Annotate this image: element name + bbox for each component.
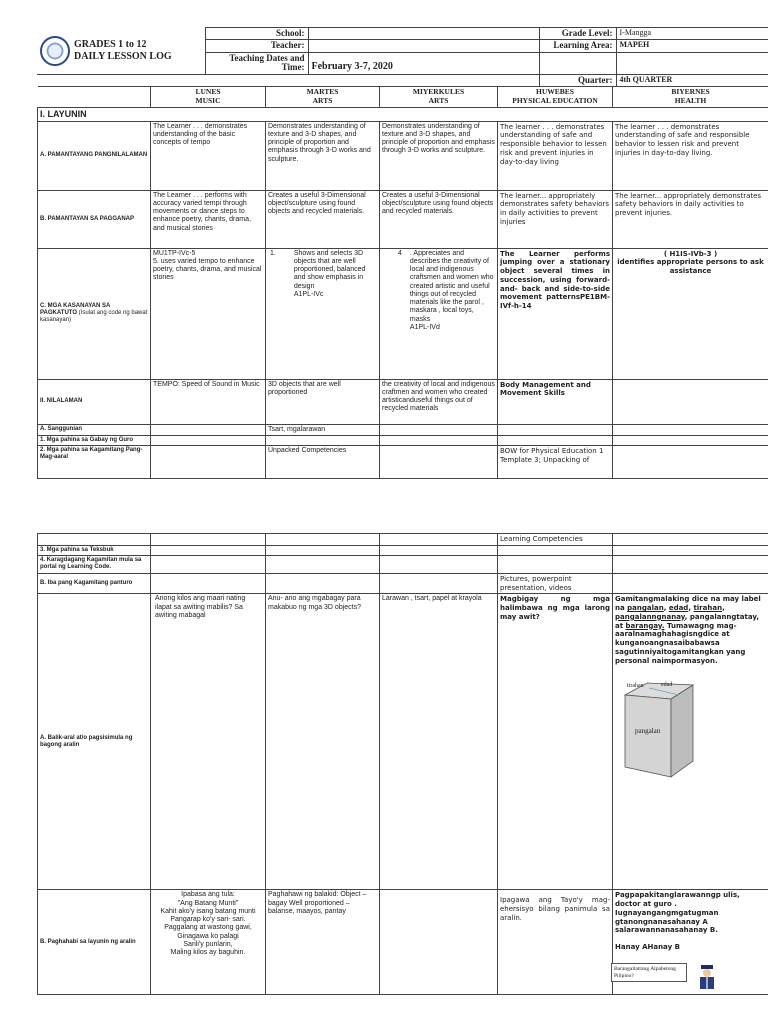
school-label: School:	[205, 28, 308, 40]
row-label-kagamitang: 2. Mga pahina sa Kagamitang Pang-Mag-aaral	[38, 445, 151, 478]
note-box: Barangaltatrang Alpabetong Pilipino?	[611, 963, 687, 982]
paghahabi-mon: Ipabasa ang tula: "Ang Batang Munti" Kahit ako'y isang batang munti Pangarap ko'y sari- sari. Paggalang at wastong gawi, Ginagawa ko palagi Sarili'y punlarin, Maling kilos ay baguhin.	[151, 890, 266, 995]
balik-tue: Anu- ano ang mgabagay para makabuo ng mga 3D objects?	[266, 594, 380, 890]
kasanayan-wed: 4 . Appreciates and describes the creativity of local and indigenous craftsmen and women who created artistic and useful things out of recycled materials like the parol , maskara , local toys, masks A1PL-IVd	[380, 248, 498, 379]
pagganap-mon: The Learner . . . performs with accuracy varied tempi through movements or dance steps to enhance poetry, chants, drama, and musical stories	[151, 190, 266, 248]
balik-mon: Anong kilos ang maari nating ilapat sa awiting mabilis? Sa awiting mabagal	[151, 594, 266, 890]
row-label-iba: B. Iba pang Kagamitang panturo	[38, 573, 151, 594]
cube-label-edad: edad	[661, 682, 673, 689]
kagamitang-thu: BOW for Physical Education 1 Template 3; Unpacking of	[498, 445, 613, 478]
iba-mon	[151, 573, 266, 594]
pamantayang-mon: The Learner . . . demonstrates understanding of the basic concepts of tempo	[151, 121, 266, 190]
teacher-label: Teacher:	[205, 40, 308, 52]
day-mon: LUNES MUSIC	[151, 87, 266, 107]
row-label-pamantayang: A. PAMANTAYANG PANGNILALAMAN	[38, 121, 151, 190]
row-label-sanggunian: A. Sanggunian	[38, 424, 151, 435]
page2-top-tue	[266, 534, 380, 546]
kasanayan-mon: MU1TP-IVc-5 5. uses varied tempo to enhance poetry, chants, drama, and musical stories	[151, 248, 266, 379]
pamantayang-fri: The learner . . . demonstrates understanding of safe and responsible behavior to lessen risk and prevent injuries in day-to-day living.	[613, 121, 768, 190]
page2-top-fri	[613, 534, 768, 546]
pagganap-wed: Creates a useful 3-Dimensional object/sculpture using found objects and recycled materials.	[380, 190, 498, 248]
sanggunian-thu	[498, 424, 613, 435]
logo-cell	[37, 28, 205, 75]
teacher-value	[308, 40, 539, 52]
header-table	[37, 27, 768, 87]
cube-label-tirahan: tirahan	[627, 683, 644, 690]
nilalaman-wed: the creativity of local and indigenous craftmen and women who created artisticanduseful things out of recycled materials	[380, 379, 498, 424]
quarter-value: 4th QUARTER	[616, 74, 768, 86]
balik-fri: Gamitangmalaking dice na may label na pangalan, edad, tirahan, pangalanngnanay, pangalanngtatay, at barangay. Tumawagng mag-aaralnamaghahagisngdice at kunganoangnasaibabawsa sagutinniyaitogamitangkan yang personal naimpormasyon. tirahan edad pangalan	[613, 594, 768, 890]
day-tue: MARTES ARTS	[266, 87, 380, 107]
police-officer-icon	[697, 963, 717, 989]
dates-value: February 3-7, 2020	[308, 52, 539, 74]
sanggunian-fri	[613, 424, 768, 435]
sanggunian-wed	[380, 424, 498, 435]
kasanayan-fri: ( H1IS-IVb-3 ) identifies appropriate persons to ask assistance	[613, 248, 768, 379]
row-label-kasanayan: C. MGA KASANAYAN SA PAGKATUTO (Isulat ang code ng bawat kasanayan)	[38, 248, 151, 379]
nilalaman-thu: Body Management and Movement Skills	[498, 379, 613, 424]
grade-label: Grade Level:	[539, 28, 616, 40]
kagamitang-fri	[613, 445, 768, 478]
nilalaman-tue: 3D objects that are well proportioned	[266, 379, 380, 424]
day-thu: HUWEBES PHYSICAL EDUCATION	[498, 87, 613, 107]
grade-value: I-Mangga	[616, 28, 768, 40]
pagganap-tue: Creates a useful 3-Dimensional object/sculpture using found objects and recycled materials.	[266, 190, 380, 248]
balik-wed: Larawan , tsart, papel at krayola	[380, 594, 498, 890]
paghahabi-fri: Pagpapakitanglarawanngp ulis, doctor at guro . Iugnayangangmgatugman gtanongnanasahanay A salarawannanasahanay B. Hanay AHanay B	[613, 890, 768, 995]
iba-wed	[380, 573, 498, 594]
row-label-nilalaman: II. NILALAMAN	[38, 379, 151, 424]
kagamitang-tue: Unpacked Competencies	[266, 445, 380, 478]
dice-illustration	[619, 671, 699, 781]
cube-label-pangalan: pangalan	[635, 727, 661, 736]
lesson-log-page-2	[37, 533, 768, 993]
iba-tue	[266, 573, 380, 594]
pamantayang-thu: The learner . . . demonstrates understanding of safe and responsible behavior to lessen risk and prevent injuries in day-to-day living	[498, 121, 613, 190]
quarter-label: Quarter:	[539, 74, 616, 86]
pagganap-fri: The learner... appropriately demonstrates safety behaviors in daily activities to prevent injuries.	[613, 190, 768, 248]
lesson-table-page1	[37, 86, 768, 479]
area-label: Learning Area:	[539, 40, 616, 52]
logo-line1: GRADES 1 to 12	[74, 39, 147, 51]
row-label-balik: A. Balik-aral at/o pagsisimula ng bagong aralin	[38, 594, 151, 890]
sanggunian-mon	[151, 424, 266, 435]
page2-top-mon	[151, 534, 266, 546]
paghahabi-wed	[380, 890, 498, 995]
pamantayang-tue: Demonstrates understanding of texture and 3-D shapes, and principle of proportion and emphasis through 3-D works and sculpture.	[266, 121, 380, 190]
page2-top-wed	[380, 534, 498, 546]
sanggunian-tue: Tsart, mgalarawan	[266, 424, 380, 435]
school-value	[308, 28, 539, 40]
nilalaman-mon: TEMPO: Speed of Sound in Music	[151, 379, 266, 424]
row-label-teksbuk: 3. Mga pahina sa Teksbuk	[38, 545, 151, 555]
page2-top-thu: Learning Competencies	[498, 534, 613, 546]
day-fri: BIYERNES HEALTH	[613, 87, 768, 107]
paghahabi-tue: Paghahawi ng balakid: Object – bagay Well proportioned – balanse, maayos, pantay	[266, 890, 380, 995]
paghahabi-thu: Ipagawa ang Tayo'y mag-ehersisyo bilang panimula sa aralin.	[498, 890, 613, 995]
area-value: MAPEH	[616, 40, 768, 52]
lesson-log-page-1	[37, 27, 768, 467]
iba-fri	[613, 573, 768, 594]
kagamitang-mon	[151, 445, 266, 478]
pagganap-thu: The learner... appropriately demonstrates safety behaviors in daily activities to prevent injuries	[498, 190, 613, 248]
kagamitang-wed	[380, 445, 498, 478]
kasanayan-tue: 1. Shows and selects 3D objects that are well proportioned, balanced and show emphasis in design A1PL-IVc	[266, 248, 380, 379]
row-label-portal: 4. Karagdagang Kagamitan mula sa portal ng Learning Code.	[38, 555, 151, 573]
balik-thu: Magbigay ng mga halimbawa ng mga larong may awit?	[498, 594, 613, 890]
deped-seal-icon	[40, 36, 70, 66]
row-label-paghahabi: B. Paghahabi sa layunin ng aralin	[38, 890, 151, 995]
iba-thu: Pictures, powerpoint presentation, videos	[498, 573, 613, 594]
lesson-table-page2	[37, 533, 768, 995]
section-layunin: I. LAYUNIN	[38, 107, 768, 121]
row-label-gabay: 1. Mga pahina sa Gabay ng Guro	[38, 435, 151, 445]
day-wed: MIYERKULES ARTS	[380, 87, 498, 107]
logo-line2: DAILY LESSON LOG	[74, 50, 172, 62]
pamantayang-wed: Demonstrates understanding of texture and 3-D shapes, and principle of proportion and emphasis through 3-D works and sculpture.	[380, 121, 498, 190]
dates-label: Teaching Dates and Time:	[205, 52, 308, 74]
nilalaman-fri	[613, 379, 768, 424]
row-label-pagganap: B. PAMANTAYAN SA PAGGANAP	[38, 190, 151, 248]
kasanayan-thu: The Learner performs jumping over a stationary object several times in succession, using forward-and- back and side-to-side movement patternsPE1BM-IVf-h-14	[498, 248, 613, 379]
